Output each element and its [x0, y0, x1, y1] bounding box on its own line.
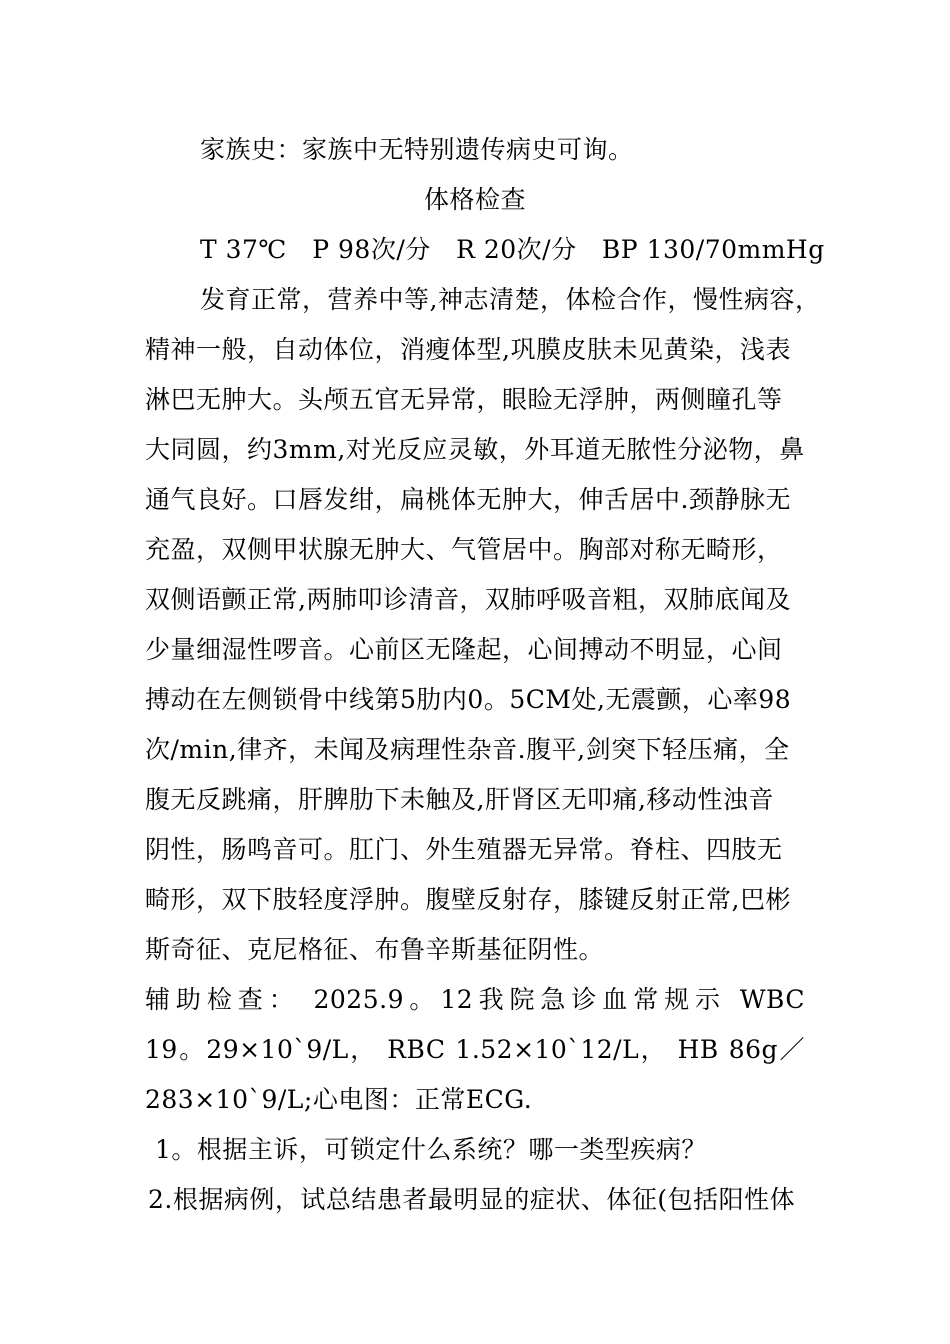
- question-2: 2.根据病例，试总结患者最明显的症状、体征(包括阳性体: [148, 1185, 796, 1214]
- question-1: 1。根据主诉，可锁定什么系统？哪一类型疾病？: [155, 1135, 707, 1164]
- family-history: 家族史：家族中无特别遗传病史可询。: [200, 135, 634, 164]
- exam-paragraph-line: 大同圆，约3mm,对光反应灵敏，外耳道无脓性分泌物，鼻: [145, 435, 805, 464]
- exam-paragraph-line: 发育正常，营养中等,神志清楚，体检合作，慢性病容，: [200, 285, 821, 314]
- vitals: T 37℃ P 98次/分 R 20次/分 BP 130/70mmHg: [200, 235, 825, 264]
- aux-exam-line: 19。29×10`9/L， RBC 1.52×10`12/L， HB 86g／: [145, 1035, 805, 1064]
- exam-paragraph-line: 阴性，肠鸣音可。肛门、外生殖器无异常。脊柱、四肢无: [145, 835, 783, 864]
- exam-paragraph-line: 斯奇征、克尼格征、布鲁辛斯基征阴性。: [145, 935, 605, 964]
- exam-paragraph-line: 畸形，双下肢轻度浮肿。腹壁反射存，膝键反射正常,巴彬: [145, 885, 791, 914]
- exam-paragraph-line: 搏动在左侧锁骨中线第5肋内0。5CM处,无震颤，心率98: [145, 685, 792, 714]
- aux-exam-line: 辅助检查： 2025.9。12我院急诊血常规示 WBC: [145, 985, 805, 1014]
- exam-paragraph-line: 充盈，双侧甲状腺无肿大、气管居中。胸部对称无畸形，: [145, 535, 783, 564]
- exam-paragraph-line: 少量细湿性啰音。心前区无隆起，心间搏动不明显，心间: [145, 635, 783, 664]
- exam-paragraph-line: 精神一般，自动体位，消瘦体型,巩膜皮肤未见黄染，浅表: [145, 335, 791, 364]
- exam-paragraph-line: 通气良好。口唇发绀，扁桃体无肿大，伸舌居中.颈静脉无: [145, 485, 791, 514]
- exam-paragraph-line: 腹无反跳痛，肝脾肋下未触及,肝肾区无叩痛,移动性浊音: [145, 785, 774, 814]
- exam-paragraph-line: 双侧语颤正常,两肺叩诊清音，双肺呼吸音粗，双肺底闻及: [145, 585, 791, 614]
- exam-heading: 体格检查: [423, 185, 526, 214]
- exam-paragraph-line: 次/min,律齐，未闻及病理性杂音.腹平,剑突下轻压痛，全: [145, 735, 790, 764]
- exam-paragraph-line: 淋巴无肿大。头颅五官无异常，眼睑无浮肿，两侧瞳孔等: [145, 385, 783, 414]
- aux-exam-line: 283×10`9/L;心电图：正常ECG.: [145, 1085, 533, 1114]
